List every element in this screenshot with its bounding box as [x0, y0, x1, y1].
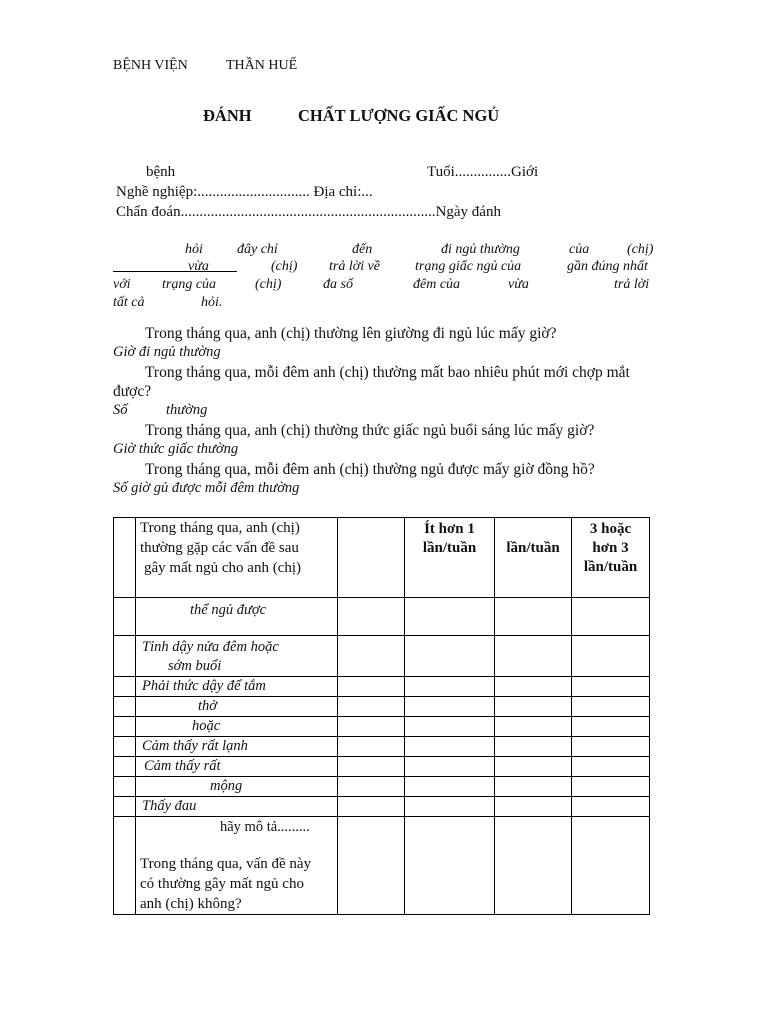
row-label-other: [136, 817, 338, 915]
other-question-line: có thường gây mất ngủ cho: [140, 876, 304, 892]
row-label: Thấy đau: [136, 797, 338, 817]
instr-word: (chị): [627, 242, 654, 257]
question-2: Trong tháng qua, mỗi đêm anh (chị) thường mất bao nhiêu phút mới chợp mắt: [145, 364, 630, 381]
instr-word: hỏi: [185, 242, 203, 257]
col-header-line: lần/tuần: [422, 540, 477, 556]
instr-word: (chị): [255, 277, 282, 292]
header-question-line: Trong tháng qua, anh (chị): [140, 520, 300, 536]
row-label: thở: [136, 697, 338, 717]
other-question-line: Trong tháng qua, vấn đề này: [140, 856, 312, 872]
instr-word: đến: [352, 242, 373, 257]
row-label-line: Tỉnh dậy nửa đêm hoặc: [142, 639, 279, 655]
table-row-other: [114, 817, 650, 915]
table-row: [114, 697, 650, 717]
header-question-line: gây mất ngủ cho anh (chị): [144, 560, 302, 576]
instr-underline: [113, 271, 237, 272]
answer-2a: Số: [113, 402, 128, 418]
header-question-line: thường gặp các vấn đề sau: [140, 540, 299, 556]
answer-1: Giờ đi ngủ thường: [113, 344, 221, 360]
row-label: Cảm thấy rất: [136, 757, 338, 777]
row-label: mộng: [136, 777, 338, 797]
row-label-line: sớm buổi: [168, 658, 222, 674]
instr-word: gần đúng nhất: [567, 259, 648, 274]
instr-word: đêm của: [413, 277, 461, 292]
header-question-cell: [136, 518, 338, 598]
question-3: Trong tháng qua, anh (chị) thường thức giấc ngủ buổi sáng lúc mấy giờ?: [145, 422, 595, 439]
col-header-line: lần/tuần: [583, 559, 638, 575]
hospital-name-right: THẦN HUẾ: [226, 58, 298, 73]
hospital-name-left: BỆNH VIỆN: [113, 58, 188, 73]
table-header-row: [114, 518, 650, 598]
instr-word: đa số: [323, 277, 353, 292]
instr-word: trạng của: [162, 277, 217, 292]
instr-word: tất cả: [113, 295, 145, 310]
row-label: thể ngủ được: [136, 598, 338, 636]
form-title-word1: ĐÁNH: [203, 106, 252, 125]
table-row: [114, 797, 650, 817]
occupation-address-label: Nghề nghiệp:.............................. Địa chỉ:...: [116, 184, 373, 200]
instr-word: trả lời: [614, 277, 650, 292]
col-header-line: hơn 3: [592, 540, 629, 556]
diagnosis-date-label: Chẩn đoán....................................................................Ngày đánh: [116, 204, 501, 220]
table-row: [114, 598, 650, 636]
col-header-line: Ít hơn 1: [424, 521, 475, 537]
row-label: Cảm thấy rất lạnh: [136, 737, 338, 757]
row-label: [136, 636, 338, 677]
instr-word: vừa: [188, 259, 209, 274]
table-row: [114, 757, 650, 777]
col-header-line: 3 hoặc: [589, 521, 632, 537]
instr-word: đây chỉ: [237, 242, 278, 257]
answer-4: Số giờ gủ được mỗi đêm thường: [113, 480, 300, 496]
answer-3: Giờ thức giấc thường: [113, 441, 239, 457]
row-label: hoặc: [136, 717, 338, 737]
instr-word: vừa: [508, 277, 529, 292]
other-describe: hãy mô tả.........: [220, 819, 310, 835]
row-label: Phải thức dậy để tắm: [136, 677, 338, 697]
table-cell: [114, 518, 136, 598]
table-row: [114, 677, 650, 697]
instr-word: trả lời về: [329, 259, 381, 274]
instr-word: trạng giấc ngủ của: [415, 259, 522, 274]
col-less-than-1: [405, 518, 495, 598]
col-header-line: lần/tuần: [506, 540, 560, 556]
instr-word: hỏi.: [201, 295, 223, 310]
other-question-line: anh (chị) không?: [140, 896, 242, 912]
question-2-cont: được?: [113, 383, 152, 400]
col-3-or-more: [572, 518, 650, 598]
table-cell: [338, 518, 405, 598]
table-row: [114, 737, 650, 757]
sleep-problem-table: [113, 517, 650, 915]
form-title-word2: CHẤT LƯỢNG GIẤC NGỦ: [298, 106, 500, 125]
table-row: [114, 717, 650, 737]
question-1: Trong tháng qua, anh (chị) thường lên giường đi ngủ lúc mấy giờ?: [145, 325, 557, 342]
table-row: [114, 777, 650, 797]
table-row: [114, 636, 650, 677]
instr-word: của: [569, 242, 590, 257]
patient-label: bệnh: [146, 164, 176, 180]
instr-word: đi ngủ thường: [441, 242, 520, 257]
col-times-week: [495, 518, 572, 598]
instr-word: với: [113, 277, 131, 292]
question-4: Trong tháng qua, mỗi đêm anh (chị) thường ngủ được mấy giờ đồng hồ?: [145, 461, 595, 478]
answer-2b: thường: [166, 402, 208, 418]
age-gender-label: Tuổi...............Giới: [427, 164, 539, 180]
instr-word: (chị): [271, 259, 298, 274]
